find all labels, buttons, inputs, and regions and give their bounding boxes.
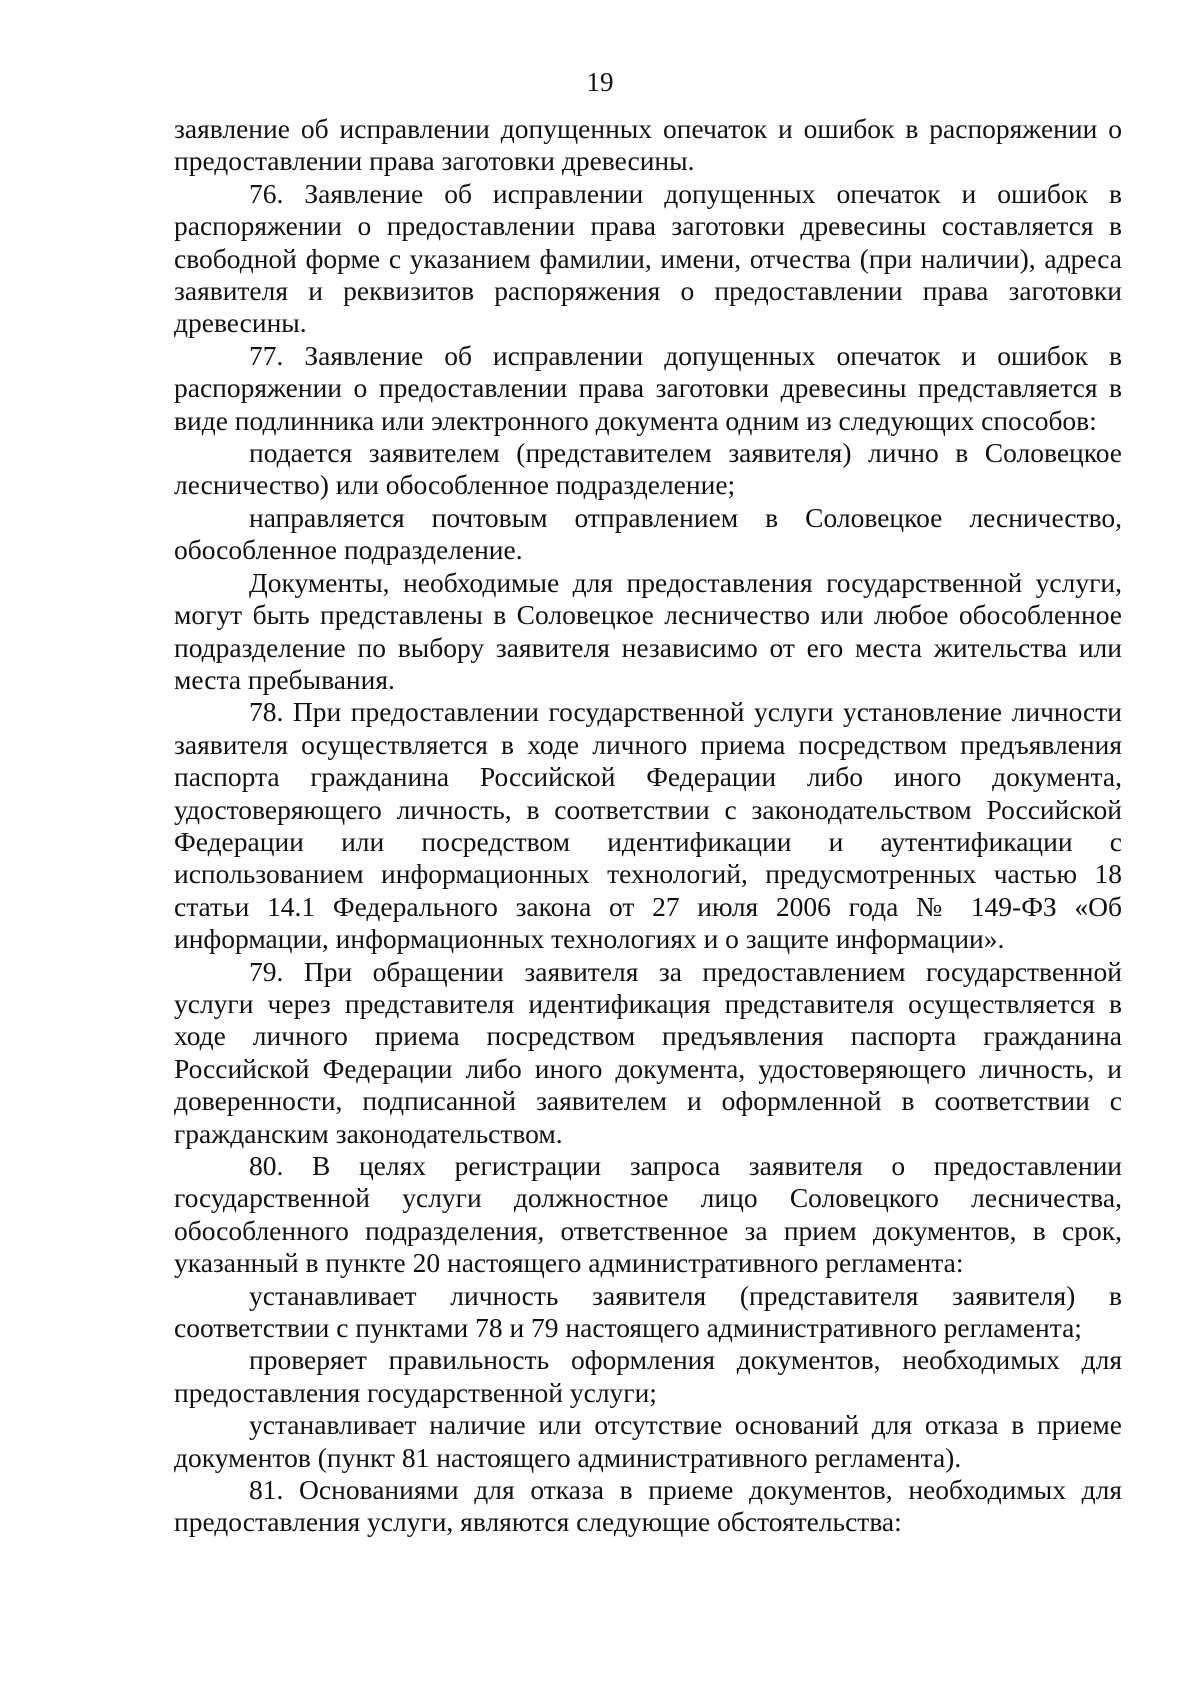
paragraph: подается заявителем (представителем заявителя) лично в Соловецкое лесничество) или обособленное подразделение; [174, 437, 1122, 501]
paragraph: направляется почтовым отправлением в Соловецкое лесничество, обособленное подразделение. [174, 501, 1122, 566]
paragraph-78: 78. При предоставлении государственной услуги установление личности заявителя осуществляется в ходе личного приема посредством предъявления паспорта гражданина Российской Федерации либо иного документа, удостоверяющего личность, в соответствии с законодательством Российской Федерации или посредством идентификации и аутентификации с использованием информационных технологий, предусмотренных частью 18 статьи 14.1 Федерального закона от 27 июля 2006 года № 149-ФЗ «Об информации, информационных технологиях и о защите информации». [174, 696, 1122, 955]
paragraph-76: 76. Заявление об исправлении допущенных опечаток и ошибок в распоряжении о предоставлении права заготовки древесины составляется в свободной форме с указанием фамилии, имени, отчества (при наличии), адреса заявителя и реквизитов распоряжения о предоставлении права заготовки древесины. [174, 177, 1122, 339]
paragraph-80: 80. В целях регистрации запроса заявителя о предоставлении государственной услуги должностное лицо Соловецкого лесничества, обособленного подразделения, ответственное за прием документов, в срок, указанный в пункте 20 настоящего административного регламента: [174, 1150, 1122, 1279]
paragraph: заявление об исправлении допущенных опечаток и ошибок в распоряжении о предоставлении права заготовки древесины. [174, 113, 1122, 177]
paragraph-77: 77. Заявление об исправлении допущенных опечаток и ошибок в распоряжении о предоставлении права заготовки древесины представляется в виде подлинника или электронного документа одним из следующих способов: [174, 339, 1122, 436]
paragraph-81: 81. Основаниями для отказа в приеме документов, необходимых для предоставления услуги, являются следующие обстоятельства: [174, 1474, 1122, 1538]
paragraph: устанавливает личность заявителя (представителя заявителя) в соответствии с пунктами 78 и 79 настоящего административного регламента; [174, 1279, 1122, 1344]
paragraph-79: 79. При обращении заявителя за предоставлением государственной услуги через представителя идентификация представителя осуществляется в ходе личного приема посредством предъявления паспорта гражданина Российской Федерации либо иного документа, удостоверяющего личность, и доверенности, подписанной заявителем и оформленной в соответствии с гражданским законодательством. [174, 955, 1122, 1149]
paragraph: Документы, необходимые для предоставления государственной услуги, могут быть представлены в Соловецкое лесничество или любое обособленное подразделение по выбору заявителя независимо от его места жительства или места пребывания. [174, 566, 1122, 695]
paragraph: проверяет правильность оформления документов, необходимых для предоставления государственной услуги; [174, 1344, 1122, 1408]
paragraph: устанавливает наличие или отсутствие оснований для отказа в приеме документов (пункт 81 настоящего административного регламента). [174, 1409, 1122, 1473]
document-body [174, 113, 1122, 1539]
page-number: 19 [586, 67, 614, 97]
